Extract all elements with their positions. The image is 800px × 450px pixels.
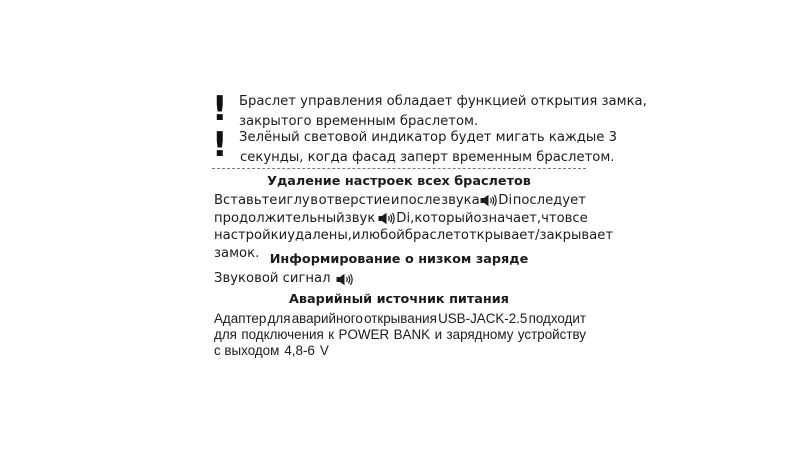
paragraph-line: настройки удалены, и любой браслет открывает/закрывает: [214, 228, 614, 243]
emergency-power-paragraph: [214, 311, 586, 359]
warning-text: Зелёный световой индикатор будет мигать каждые 3 секунды, когда фасад заперт временным браслетом.: [239, 130, 618, 165]
exclamation-icon: !: [212, 125, 228, 165]
warning-block-lock: [212, 89, 647, 132]
dashed-divider: [212, 168, 586, 169]
paragraph-line: продолжительный звук Di, который означает, что все: [214, 210, 588, 226]
paragraph-line: Вставьте иглу в отверстие и после звука Di последует: [214, 193, 586, 208]
sound-di-long: звук Di,: [344, 210, 415, 226]
section-heading-low-battery: Информирование о низком заряде: [269, 252, 529, 267]
low-battery-paragraph: Звуковой сигнал: [214, 270, 354, 288]
speaker-sound-icon: [480, 194, 497, 207]
speaker-sound-icon: [378, 212, 395, 225]
section-heading-reset: Удаление настроек всех браслетов: [267, 174, 531, 189]
speaker-sound-icon: [336, 273, 353, 286]
section-heading-emergency-power: Аварийный источник питания: [289, 292, 509, 307]
exclamation-icon: !: [212, 89, 228, 129]
paragraph-line: замок.: [214, 245, 260, 261]
paragraph-line: с выходом 4,8-6 V: [214, 343, 329, 358]
warning-block-indicator: [212, 125, 618, 168]
paragraph-line: Адаптер для аварийного открывания USB-JACK-2.5 подходит: [214, 311, 586, 326]
warning-text: Браслет управления обладает функцией открытия замка, закрытого временным браслетом.: [239, 94, 647, 129]
sound-di: Di: [480, 192, 512, 210]
paragraph-line: для подключения к POWER BANK и зарядному устройству: [214, 327, 586, 342]
